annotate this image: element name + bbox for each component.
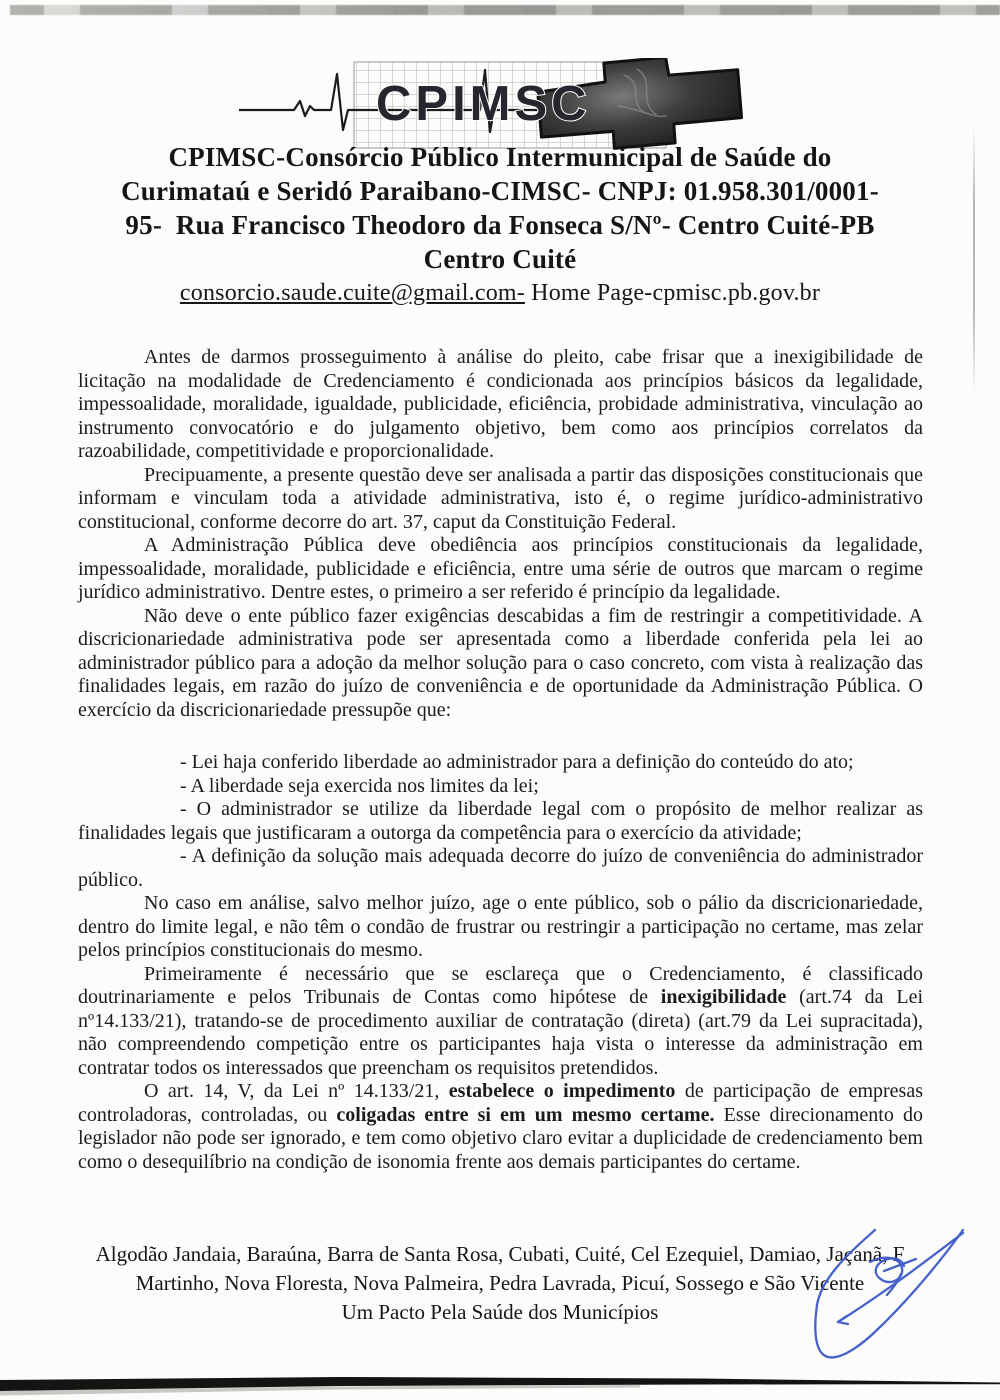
letterhead xyxy=(40,140,960,309)
scan-top-edge-artifact xyxy=(10,5,1000,15)
dash-list xyxy=(78,751,923,892)
handwritten-signature xyxy=(798,1213,980,1375)
list-item: - A liberdade seja exercida nos limites da lei; xyxy=(180,774,539,797)
letterhead-line-1: CPIMSC-Consórcio Público Intermunicipal de Saúde do xyxy=(168,142,832,172)
paragraph: O art. 14, V, da Lei nº 14.133/21, estabelece o impedimento de participação de empresas controladoras, controladas, ou coligadas entre si em um mesmo certame. Esse direcionamento do legislador não pode ser ignorado, e tem como objetivo claro evitar a duplicidade de credenciamento bem como o desequilíbrio na condição de isonomia frente aos demais participantes do certame. xyxy=(78,1080,924,1173)
scan-right-edge-line xyxy=(973,125,975,395)
letterhead-line-2: Curimataú e Seridó Paraibano-CIMSC- CNPJ: 01.958.301/0001- xyxy=(121,176,879,206)
footer-line-3: Um Pacto Pela Saúde dos Municípios xyxy=(341,1300,659,1324)
homepage-text: Home Page-cpmisc.pb.gov.br xyxy=(524,280,821,306)
paragraph: Não deve o ente público fazer exigências descabidas a fim de restringir a competitividade. A discricionariedade administrativa pode ser apresentada como a liberdade conferida pela lei ao administrador público para a adoção da melhor solução para o caso concreto, com vista à realização das finalidades legais, em razão do juízo de conveniência e de oportunidade da Administração Pública. O exercício da discricionariedade pressupõe que: xyxy=(78,604,923,721)
document-body xyxy=(78,346,923,1174)
letterhead-line-3: 95- Rua Francisco Theodoro da Fonseca S/Nº- Centro Cuité-PB xyxy=(125,210,875,240)
email-link[interactable]: consorcio.saude.cuite@gmail.com- xyxy=(179,280,525,306)
logo-acronym: CPIMSC xyxy=(376,77,591,131)
paragraph: Precipuamente, a presente questão deve ser analisada a partir das disposições constitucionais que informam e vinculam toda a atividade administrativa, isto é, o regime jurídico-administrativo constitucional, conforme decorre do art. 37, caput da Constituição Federal. xyxy=(78,463,923,533)
footer-line-1: Algodão Jandaia, Baraúna, Barra de Santa Rosa, Cubati, Cuité, Cel Ezequiel, Damiao, Jaçanã, F xyxy=(95,1242,905,1266)
letterhead-line-4: Centro Cuité xyxy=(423,244,577,274)
contact-line xyxy=(40,277,960,309)
list-item: - Lei haja conferido liberdade ao administrador para a definição do conteúdo do ato; xyxy=(180,751,854,773)
footer-line-2: Martinho, Nova Floresta, Nova Palmeira, Pedra Lavrada, Picuí, Sossego e São Vicente xyxy=(135,1271,865,1295)
paragraph: A Administração Pública deve obediência aos princípios constitucionais da legalidade, impessoalidade, moralidade, publicidade e eficiência, entre uma série de outros que marcam o regime jurídico administrativo. Dentre estes, o primeiro a ser referido é princípio da legalidade. xyxy=(78,534,923,603)
paragraph: Primeiramente é necessário que se esclareça que o Credenciamento, é classificado doutrinariamente e pelos Tribunais de Contas como hipótese de inexigibilidade (art.74 da Lei nº14.133/21), tratando-se de procedimento auxiliar de contratação (direta) (art.79 da Lei supracitada), não compreendendo competição entre os participantes haja vista o interesse da administração em contratar todos os interessados que preencham os requisitos pretendidos. xyxy=(78,962,924,1079)
paragraph: No caso em análise, salvo melhor juízo, age o ente público, sob o pálio da discricionariedade, dentro do limite legal, e não têm o condão de frustrar ou restringir a participação no certame, mas zelar pelos princípios constitucionais do mesmo. xyxy=(78,892,923,961)
list-item: - O administrador se utilize da liberdade legal com o propósito de melhor realizar as finalidades legais que justificaram a outorga da competência para o exercício da atividade; xyxy=(78,798,923,844)
paragraph: Antes de darmos prosseguimento à análise do pleito, cabe frisar que a inexigibilidade de licitação na modalidade de Credenciamento é condicionada aos princípios básicos da legalidade, impessoalidade, moralidade, igualdade, publicidade, eficiência, probidade administrativa, vinculação ao instrumento convocatório e do julgamento objetivo, bem como aos princípios correlatos da razoabilidade, competitividade e proporcionalidade. xyxy=(78,346,923,462)
scan-bottom-edge-artifact xyxy=(0,1374,1000,1400)
list-item: - A definição da solução mais adequada decorre do juízo de conveniência do administrador público. xyxy=(78,845,923,891)
